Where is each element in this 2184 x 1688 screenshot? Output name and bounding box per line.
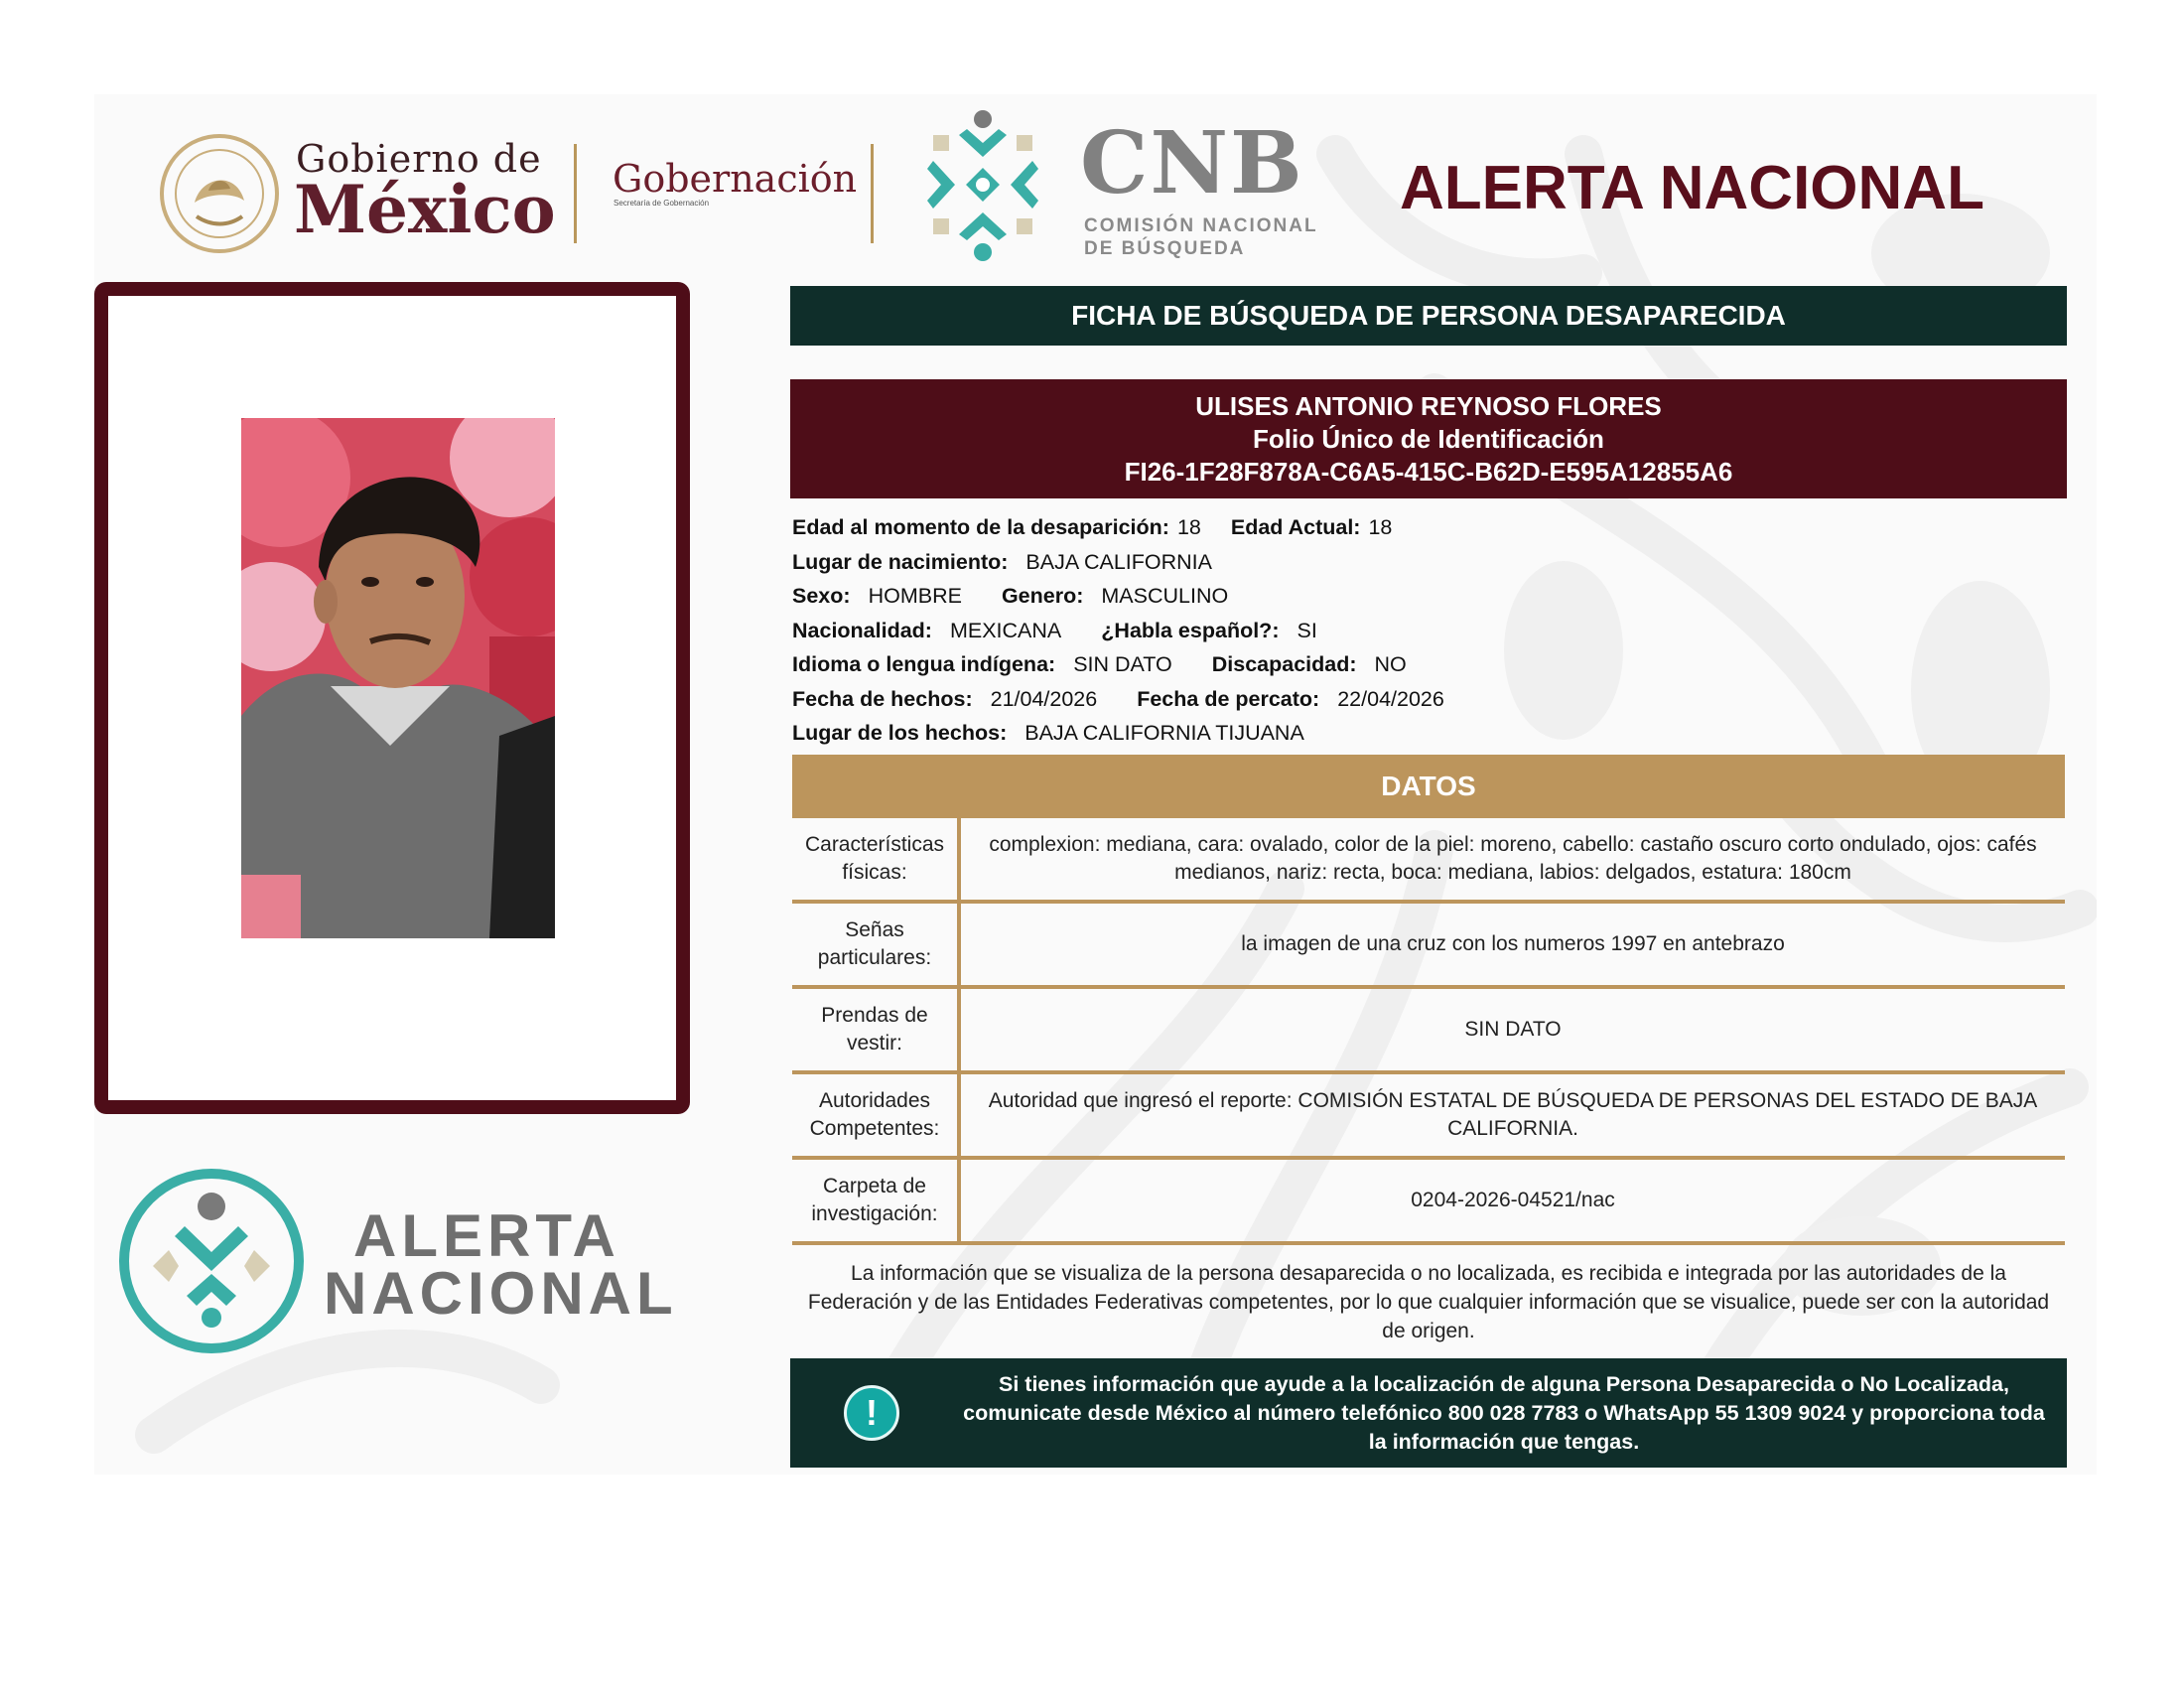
cnb-subtitle-line1: COMISIÓN NACIONAL (1084, 215, 1318, 236)
info-row-sexo (792, 579, 2063, 614)
lugar-nacimiento-value: BAJA CALIFORNIA (1025, 549, 1213, 574)
sexo-label: Sexo: (792, 584, 851, 608)
prendas-label: Prendas de vestir: (792, 989, 961, 1070)
table-row (792, 904, 2065, 989)
info-row-nacionalidad (792, 614, 2063, 648)
person-info (792, 510, 2063, 751)
table-row (792, 818, 2065, 904)
exclamation-icon: ! (844, 1385, 899, 1441)
senas-value: la imagen de una cruz con los numeros 1997 en antebrazo (1241, 932, 1785, 955)
idioma-label: Idioma o lengua indígena: (792, 652, 1056, 676)
discapacidad-value: NO (1374, 652, 1407, 676)
caracteristicas-label: Características físicas: (792, 818, 961, 900)
footer-logo-line2: NACIONAL (324, 1260, 678, 1327)
edad-actual-label: Edad Actual: (1230, 515, 1361, 539)
gobierno-title-line1: Gobierno de (296, 137, 542, 181)
header-divider (871, 144, 874, 243)
gobernacion-title: Gobernación (613, 157, 858, 201)
carpeta-value: 0204-2026-04521/nac (1411, 1189, 1615, 1211)
senas-label: Señas particulares: (792, 904, 961, 985)
cnb-subtitle (1084, 214, 1318, 260)
edad-actual-value: 18 (1368, 515, 1393, 539)
genero-value: MASCULINO (1101, 584, 1229, 608)
datos-title-bar: DATOS (792, 755, 2065, 818)
cnb-logo-icon (903, 105, 1062, 264)
sexo-value: HOMBRE (868, 584, 962, 608)
autoridades-value: Autoridad que ingresó el reporte: COMISIÓN ESTATAL DE BÚSQUEDA DE PERSONAS DEL ESTADO DE BAJA CALIFORNIA. (988, 1089, 2038, 1140)
lugar-hechos-value: BAJA CALIFORNIA TIJUANA (1024, 721, 1304, 745)
autoridades-label: Autoridades Competentes: (792, 1074, 961, 1156)
disclaimer-text: La información que se visualiza de la persona desaparecida o no localizada, es recibida e integrada por las autoridades de la Federación y de las Entidades Federativas competentes, por lo que cualquier información que se visualice, puede ser con la autoridad de origen. (807, 1262, 2050, 1342)
edad-desaparicion-label: Edad al momento de la desaparición: (792, 515, 1169, 539)
habla-espanol-label: ¿Habla español?: (1101, 618, 1280, 642)
nacionalidad-label: Nacionalidad: (792, 618, 932, 642)
contact-text: Si tienes información que ayude a la localización de alguna Persona Desaparecida o No Localizada, comunicate desde México al número telefónico 800 028 7783 o WhatsApp 55 1309 9024 y proporciona toda la información que tengas. (963, 1372, 2045, 1454)
person-header-bar (790, 379, 2067, 498)
nacionalidad-value: MEXICANA (949, 618, 1062, 642)
footer-logo-line1: ALERTA (353, 1202, 620, 1269)
info-row-nacimiento (792, 545, 2063, 580)
table-row (792, 1160, 2065, 1245)
cnb-subtitle-line2: DE BÚSQUEDA (1084, 238, 1246, 259)
cnb-title: CNB (1080, 113, 1304, 213)
mexico-seal-icon (157, 131, 282, 256)
habla-espanol-value: SI (1297, 618, 1317, 642)
lugar-nacimiento-label: Lugar de nacimiento: (792, 549, 1009, 574)
person-name: ULISES ANTONIO REYNOSO FLORES (1195, 390, 1662, 421)
table-row (792, 989, 2065, 1074)
genero-label: Genero: (1001, 584, 1084, 608)
folio-label: Folio Único de Identificación (1253, 423, 1604, 454)
gobernacion-subtitle: Secretaría de Gobernación (614, 199, 710, 208)
person-photo (241, 418, 555, 938)
info-row-fechas (792, 682, 2063, 717)
edad-desaparicion-value: 18 (1176, 515, 1201, 539)
ficha-title-bar: FICHA DE BÚSQUEDA DE PERSONA DESAPARECIDA (790, 286, 2067, 346)
datos-table (792, 818, 2065, 1245)
fecha-percato-value: 22/04/2026 (1337, 686, 1444, 711)
fecha-hechos-label: Fecha de hechos: (792, 686, 973, 711)
info-row-lugar-hechos (792, 716, 2063, 751)
prendas-value: SIN DATO (1464, 1018, 1562, 1041)
carpeta-label: Carpeta de investigación: (792, 1160, 961, 1241)
idioma-value: SIN DATO (1073, 652, 1172, 676)
folio-value: FI26-1F28F878A-C6A5-415C-B62D-E595A12855A6 (1124, 456, 1733, 487)
gobierno-title-line2: México (294, 171, 556, 248)
info-row-edad (792, 510, 2063, 545)
info-row-idioma (792, 647, 2063, 682)
table-row (792, 1074, 2065, 1160)
discapacidad-label: Discapacidad: (1211, 652, 1357, 676)
header-divider (574, 144, 577, 243)
fecha-hechos-value: 21/04/2026 (990, 686, 1098, 711)
alerta-nacional-logo-icon (117, 1167, 306, 1355)
alerta-nacional-title: ALERTA NACIONAL (1400, 154, 1984, 222)
caracteristicas-value: complexion: mediana, cara: ovalado, color de la piel: moreno, cabello: castaño oscuro corto ondulado, ojos: cafés medianos, nariz: recta, boca: mediana, labios: delgados, estatura: 180cm (989, 833, 2037, 884)
lugar-hechos-label: Lugar de los hechos: (792, 721, 1008, 745)
fecha-percato-label: Fecha de percato: (1137, 686, 1320, 711)
